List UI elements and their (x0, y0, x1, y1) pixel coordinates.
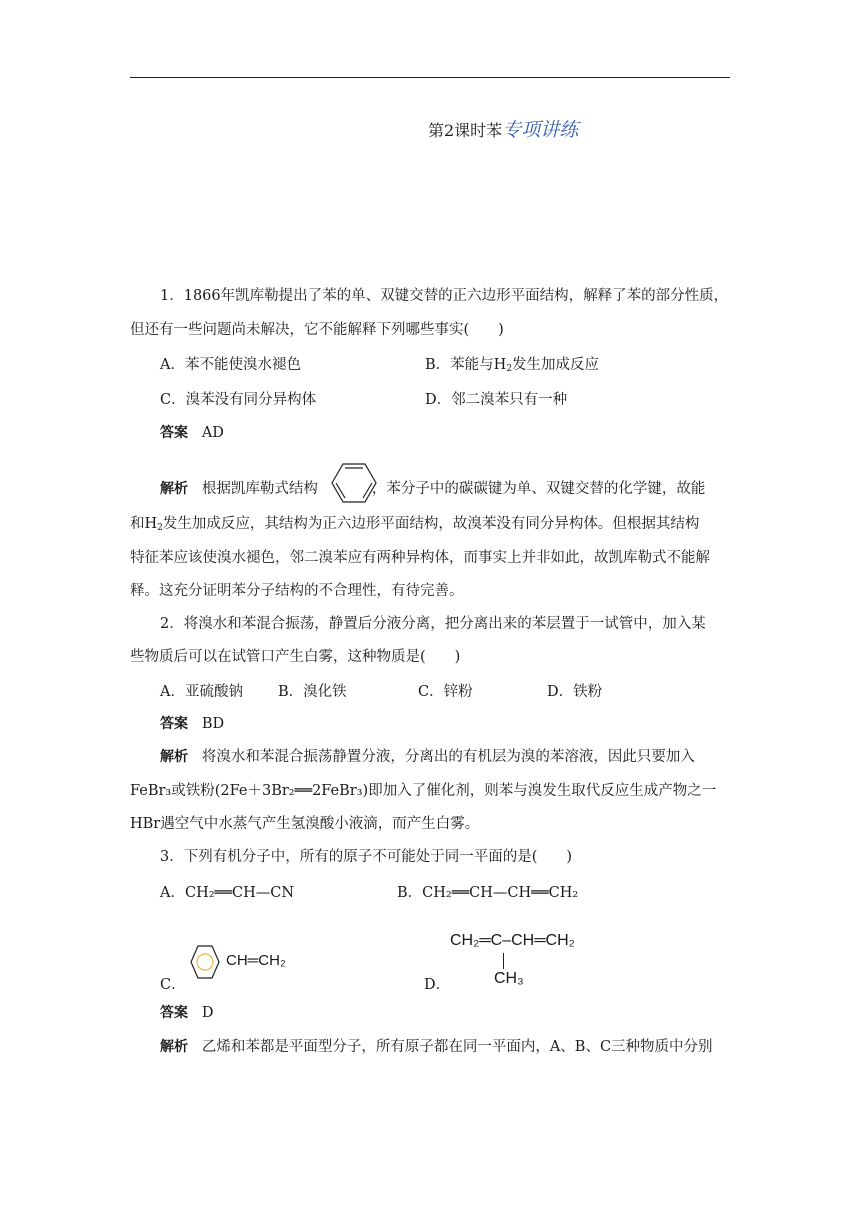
header-rule (130, 77, 730, 78)
q2-option-d: D．铁粉 (547, 684, 603, 700)
q1-option-b: B．苯能与$H_2$发生加成反应 (425, 357, 600, 374)
q2-option-c: C．锌粉 (418, 684, 473, 700)
q3-explanation-line1: 解析 乙烯和苯都是平面型分子，所有原子都在同一平面内，A、B、C三种物质中分别 (160, 1039, 713, 1055)
styrene-benzene-ring (188, 940, 222, 984)
q1-option-d: D．邻二溴苯只有一种 (425, 392, 568, 408)
q3-option-b: B．CH₂══CH—CH══CH₂ (397, 885, 579, 901)
q1-answer: 答案 AD (160, 425, 224, 441)
q3-option-d-structure: CH₂═C–CH═CH₂ (450, 932, 575, 949)
q2-explanation-line2: FeBr₃或铁粉(2Fe＋3Br₂══2FeBr₃)即加入了催化剂，则苯与溴发生取代反应生成产物之一 (130, 783, 717, 799)
q1-explanation-line3: 特征苯应该使溴水褪色，邻二溴苯应有两种异构体，而事实上并非如此，故凯库勒式不能解 (130, 550, 710, 566)
q3-option-c-structure: CH═CH₂ (226, 952, 286, 969)
q2-answer: 答案 BD (160, 716, 225, 732)
q1-option-c: C．溴苯没有同分异构体 (160, 392, 317, 408)
q3-option-a: A．CH₂══CH—CN (160, 885, 295, 901)
q3-answer: 答案 D (160, 1005, 214, 1021)
q2-explanation-line3: HBr遇空气中水蒸气产生氢溴酸小液滴，而产生白雾。 (130, 816, 480, 832)
title-prefix: 第2课时苯 (428, 121, 503, 140)
q3-option-c-label: C． (160, 977, 186, 993)
q3-option-d-branch: CH₃ (494, 970, 524, 987)
q1-explanation-line1: 解析 根据凯库勒式结构 ，苯分子中的碳碳键为单、双键交替的化学键，故能 (160, 481, 706, 497)
title-highlight: 专项讲练 (502, 120, 579, 141)
q1-explanation-line2: 和$H_2$发生加成反应，其结构为正六边形平面结构，故溴苯没有同分异构体。但根据其结构 (130, 516, 700, 533)
q3-option-d-branch-bond (503, 953, 504, 969)
q2-option-a: A．亚硫酸钠 (160, 684, 243, 700)
q1-explanation-line4: 释。这充分证明苯分子结构的不合理性，有待完善。 (130, 583, 464, 599)
q2-option-b: B．溴化铁 (278, 684, 347, 700)
q3-stem-line1: 3．下列有机分子中，所有的原子不可能处于同一平面的是( ) (160, 849, 573, 865)
q2-stem-line2: 些物质后可以在试管口产生白雾，这种物质是( ) (130, 649, 461, 665)
q3-option-d-label: D． (424, 977, 451, 993)
q1-stem-line2: 但还有一些问题尚未解决，它不能解释下列哪些事实( ) (130, 322, 504, 338)
q1-stem-line1: 1．1866年凯库勒提出了苯的单、双键交替的正六边形平面结构，解释了苯的部分性质， (160, 288, 729, 304)
page-title (428, 115, 578, 142)
kekule-benzene-structure (328, 460, 380, 506)
q2-explanation-line1: 解析 将溴水和苯混合振荡静置分液，分离出的有机层为溴的苯溶液，因此只要加入 (160, 749, 695, 765)
q1-option-a: A．苯不能使溴水褪色 (160, 357, 301, 373)
q2-stem-line1: 2．将溴水和苯混合振荡，静置后分液分离，把分离出来的苯层置于一试管中，加入某 (160, 616, 706, 632)
